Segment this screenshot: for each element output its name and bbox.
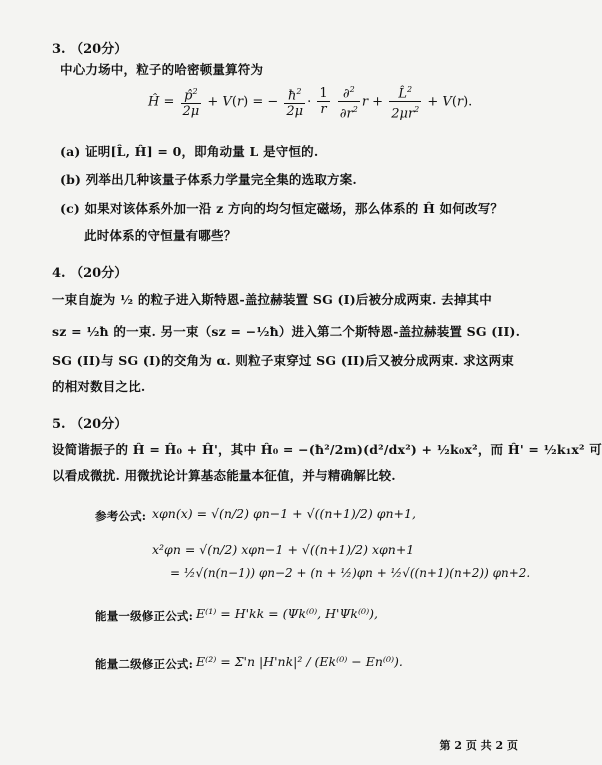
q5-line1: 设简谐振子的 Ĥ = Ĥ₀ + Ĥ'，其中 Ĥ₀ = −(ħ²/2m)(d²/dx²) + ½k₀x²，而 Ĥ' = ½k₁x² 可 bbox=[52, 442, 602, 457]
q5-reference-formula-3: = ½√(n(n−1)) φn−2 + (n + ½)φn + ½√((n+1)(n+2)) φn+2. bbox=[170, 566, 531, 580]
q5-first-order-label: 能量一级修正公式: bbox=[95, 609, 194, 623]
q5-line2: 以看成微扰. 用微扰论计算基态能量本征值，并与精确解比较. bbox=[52, 468, 396, 483]
q5-reference-formula-2: x²φn = √(n/2) xφn−1 + √((n+1)/2) xφn+1 bbox=[152, 542, 415, 557]
q5-second-order-label: 能量二级修正公式: bbox=[95, 657, 194, 671]
q3-hamiltonian-equation: Ĥ = $\frac{p̂^2}{2\mu}$ + V(r) = − $\frac{ħ^2}{2\mu}$ · $\frac{1}{r}$ $\frac{\partial^2}{\partial r^2}$ r + $\frac{L̂^2}{2\mu r^2}$ + V(r). bbox=[148, 82, 472, 122]
page-footer: 第 2 页 共 2 页 bbox=[439, 739, 518, 752]
q5-heading: 5. （20分） bbox=[52, 417, 128, 432]
q3-part-c-line2: 此时体系的守恒量有哪些？ bbox=[84, 228, 237, 243]
q3-intro: 中心力场中，粒子的哈密顿量算符为 bbox=[60, 62, 264, 77]
q4-line3: SG (II)与 SG (I)的交角为 α. 则粒子束穿过 SG (II)后又被分成两束. 求这两束 bbox=[52, 353, 514, 368]
q4-line2: sz = ½ħ 的一束. 另一束（sz = −½ħ）进入第二个斯特恩-盖拉赫装置 SG (II). bbox=[52, 324, 521, 339]
q3-part-b: (b) 列举出几种该量子体系力学量完全集的选取方案. bbox=[60, 172, 357, 187]
q4-line1: 一束自旋为 ½ 的粒子进入斯特恩-盖拉赫装置 SG (I)后被分成两束. 去掉其中 bbox=[52, 292, 492, 307]
q3-part-a: (a) 证明[L̂, Ĥ] = 0，即角动量 L 是守恒的. bbox=[60, 144, 319, 159]
q5-first-order-formula: E⁽¹⁾ = H'kk = (Ψk⁽⁰⁾, H'Ψk⁽⁰⁾), bbox=[196, 606, 378, 621]
q5-reference-label: 参考公式: bbox=[95, 509, 147, 523]
q3-part-c-line1: (c) 如果对该体系外加一沿 z 方向的均匀恒定磁场，那么体系的 Ĥ 如何改写？ bbox=[60, 201, 504, 216]
q3-heading: 3. （20分） bbox=[52, 42, 128, 57]
q4-heading: 4. （20分） bbox=[52, 266, 128, 281]
q5-reference-formula-1: xφn(x) = √(n/2) φn−1 + √((n+1)/2) φn+1, bbox=[152, 506, 416, 521]
q5-second-order-formula: E⁽²⁾ = Σ'n |H'nk|² / (Ek⁽⁰⁾ − En⁽⁰⁾). bbox=[196, 654, 403, 669]
q4-line4: 的相对数目之比. bbox=[52, 379, 146, 394]
